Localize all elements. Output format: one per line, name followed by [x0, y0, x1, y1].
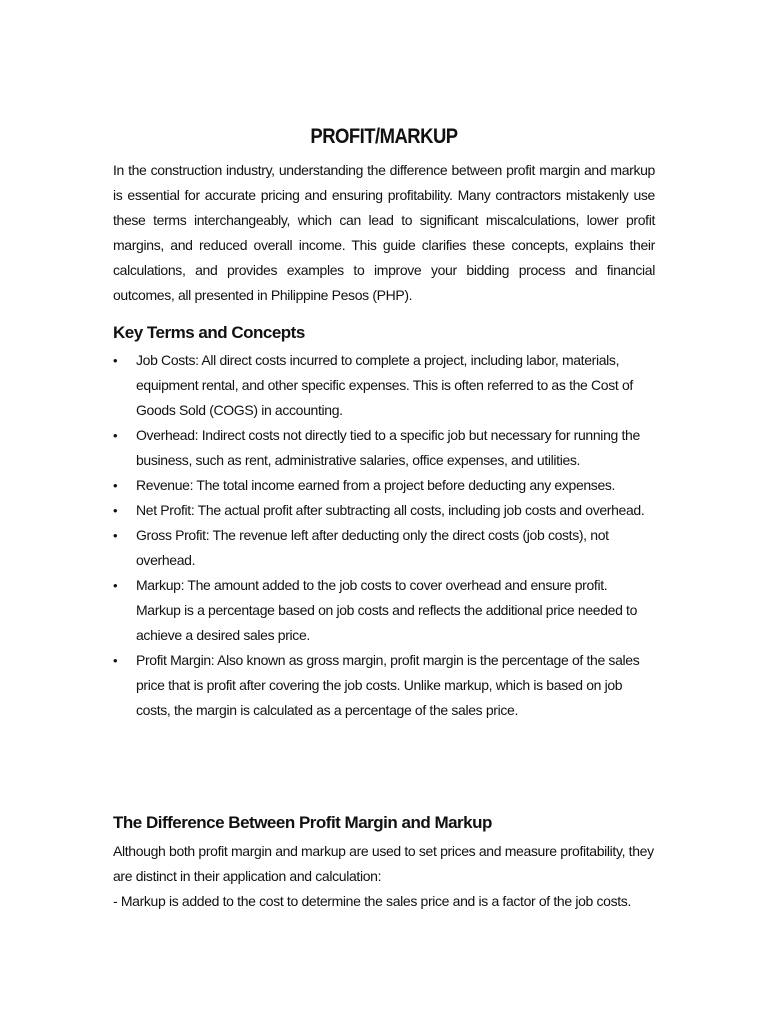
bullet-icon: • — [113, 353, 118, 368]
bullet-icon: • — [113, 478, 118, 493]
list-item — [113, 573, 646, 648]
document-title: PROFIT/MARKUP — [310, 125, 458, 148]
key-terms-heading: Key Terms and Concepts — [113, 323, 305, 342]
key-term-net-profit: Net Profit: The actual profit after subtracting all costs, including job costs and overhead. — [136, 502, 645, 518]
bullet-icon: • — [113, 528, 118, 543]
bullet-icon: • — [113, 578, 118, 593]
difference-heading: The Difference Between Profit Margin and Markup — [113, 813, 492, 832]
list-item — [113, 423, 646, 473]
difference-intro: Although both profit margin and markup are used to set prices and measure profitability, they are distinct in their application and calculation: — [113, 843, 654, 884]
list-item — [113, 498, 646, 523]
key-term-gross-profit: Gross Profit: The revenue left after deducting only the direct costs (job costs), not overhead. — [136, 527, 609, 568]
list-item — [113, 348, 646, 423]
bullet-icon: • — [113, 503, 118, 518]
list-item — [113, 473, 646, 498]
key-term-profit-margin: Profit Margin: Also known as gross margin, profit margin is the percentage of the sales price that is profit after covering the job costs. Unlike markup, which is based on job costs, the margin is calculated as a percentage of the sales price. — [136, 652, 640, 718]
difference-line-markup: - Markup is added to the cost to determine the sales price and is a factor of the job costs. — [113, 893, 631, 909]
key-terms-list — [113, 348, 655, 723]
key-term-overhead: Overhead: Indirect costs not directly tied to a specific job but necessary for running the business, such as rent, administrative salaries, office expenses, and utilities. — [136, 427, 640, 468]
key-term-job-costs: Job Costs: All direct costs incurred to complete a project, including labor, materials, equipment rental, and other specific expenses. This is often referred to as the Cost of Goods Sold (COGS) in accounting. — [136, 352, 633, 418]
bullet-icon: • — [113, 428, 118, 443]
key-term-revenue: Revenue: The total income earned from a project before deducting any expenses. — [136, 477, 616, 493]
document-page — [113, 0, 655, 1024]
list-item — [113, 648, 646, 723]
key-term-markup: Markup: The amount added to the job costs to cover overhead and ensure profit. Markup is a percentage based on job costs and reflects the additional price needed to achieve a desired sales price. — [136, 577, 638, 643]
bullet-icon: • — [113, 653, 118, 668]
intro-paragraph: In the construction industry, understanding the difference between profit margin and markup is essential for accurate pricing and ensuring profitability. Many contractors mistakenly use these terms interchangeably, which can lead to significant miscalculations, lower profit margins, and reduced overall income. This guide clarifies these concepts, explains their calculations, and provides examples to improve your bidding process and financial outcomes, all presented in Philippine Pesos (PHP). — [113, 162, 655, 303]
list-item — [113, 523, 646, 573]
